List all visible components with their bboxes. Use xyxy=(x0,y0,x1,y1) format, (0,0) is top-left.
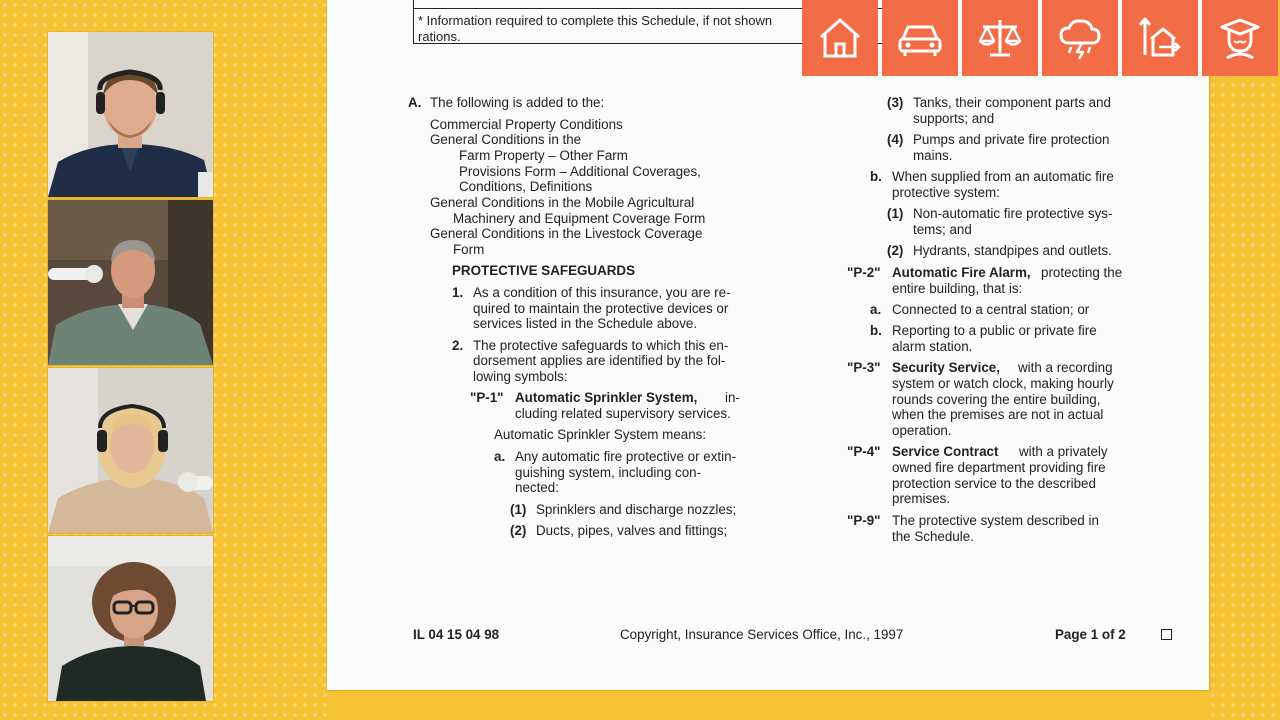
nav-auto-button[interactable] xyxy=(882,0,958,76)
category-nav xyxy=(802,0,1278,76)
doc-line: Form xyxy=(453,242,485,257)
symbol-p4: "P-4" xyxy=(847,444,881,459)
doc-line: mains. xyxy=(913,148,953,163)
doc-line: General Conditions in the Mobile Agricultural xyxy=(430,195,695,210)
doc-line: Provisions Form – Additional Coverages, xyxy=(459,164,701,179)
doc-line: tems; and xyxy=(913,222,972,237)
doc-line: Commercial Property Conditions xyxy=(430,117,623,132)
doc-line: The protective safeguards to which this en- xyxy=(473,338,729,353)
item-letter: b. xyxy=(870,169,882,184)
participant-video-1 xyxy=(47,31,214,198)
doc-line: protecting the xyxy=(1041,265,1123,280)
document-page xyxy=(327,0,1209,690)
item-number: (4) xyxy=(887,132,904,147)
doc-line: services listed in the Schedule above. xyxy=(473,316,698,331)
doc-line: Pumps and private fire protection xyxy=(913,132,1110,147)
doc-line: with a recording xyxy=(1018,360,1113,375)
doc-line: General Conditions in the xyxy=(430,132,582,147)
doc-line: owned fire department providing fire xyxy=(892,460,1106,475)
doc-line: When supplied from an automatic fire xyxy=(892,169,1114,184)
end-of-form-marker xyxy=(1161,629,1172,640)
doc-line: entire building, that is: xyxy=(892,281,1023,296)
item-number: 1. xyxy=(452,285,464,300)
section-heading: PROTECTIVE SAFEGUARDS xyxy=(452,263,636,278)
nav-education-button[interactable] xyxy=(1202,0,1278,76)
doc-line: Connected to a central station; or xyxy=(892,302,1090,317)
doc-line: quired to maintain the protective devices or xyxy=(473,301,729,316)
car-icon xyxy=(895,15,945,61)
doc-line: protective system: xyxy=(892,185,1000,200)
participant-video-3 xyxy=(47,367,214,534)
doc-line: alarm station. xyxy=(892,339,973,354)
doc-line: Machinery and Equipment Coverage Form xyxy=(453,211,706,226)
dot-pattern-right xyxy=(1208,0,1280,720)
doc-line: As a condition of this insurance, you are re- xyxy=(473,285,731,300)
doc-line: supports; and xyxy=(913,111,995,126)
schedule-note-line-1: * Information required to complete this Schedule, if not shown xyxy=(418,13,773,28)
doc-line: rounds covering the entire building, xyxy=(892,392,1101,407)
scales-icon xyxy=(975,15,1025,61)
doc-line: The following is added to the: xyxy=(430,95,605,110)
doc-line: with a privately xyxy=(1019,444,1108,459)
house-icon xyxy=(815,15,865,61)
doc-line: Any automatic fire protective or extin- xyxy=(515,449,737,464)
doc-line: nected: xyxy=(515,480,559,495)
copyright-notice: Copyright, Insurance Services Office, Inc., 1997 xyxy=(620,627,904,642)
doc-line: Automatic Sprinkler System means: xyxy=(494,427,707,442)
doc-line: Hydrants, standpipes and outlets. xyxy=(913,243,1112,258)
doc-line: cluding related supervisory services. xyxy=(515,406,731,421)
item-number: (1) xyxy=(887,206,904,221)
doc-line: Ducts, pipes, valves and fittings; xyxy=(536,523,728,538)
doc-line: lowing symbols: xyxy=(473,369,568,384)
item-number: 2. xyxy=(452,338,464,353)
doc-line: Tanks, their component parts and xyxy=(913,95,1111,110)
doc-line: Reporting to a public or private fire xyxy=(892,323,1097,338)
doc-line: premises. xyxy=(892,491,951,506)
doc-line: guishing system, including con- xyxy=(515,465,702,480)
storm-cloud-icon xyxy=(1055,15,1105,61)
doc-line: when the premises are not in actual xyxy=(892,407,1104,422)
item-number: (1) xyxy=(510,502,527,517)
item-number: (2) xyxy=(510,523,527,538)
doc-line: Non-automatic fire protective sys- xyxy=(913,206,1113,221)
doc-line: the Schedule. xyxy=(892,529,974,544)
doc-line: Conditions, Definitions xyxy=(459,179,593,194)
nav-legal-button[interactable] xyxy=(962,0,1038,76)
doc-term: Security Service, xyxy=(892,360,1000,375)
item-number: (2) xyxy=(887,243,904,258)
graduate-icon xyxy=(1215,15,1265,61)
item-number: (3) xyxy=(887,95,904,110)
doc-line: The protective system described in xyxy=(892,513,1099,528)
page-number: Page 1 of 2 xyxy=(1055,627,1126,642)
doc-term: Service Contract xyxy=(892,444,999,459)
schedule-note-line-2: rations. xyxy=(418,29,461,44)
nav-property-button[interactable] xyxy=(1122,0,1198,76)
doc-line: system or watch clock, making hourly xyxy=(892,376,1114,391)
doc-line: General Conditions in the Livestock Coverage xyxy=(430,226,703,241)
participant-video-4 xyxy=(47,535,214,702)
symbol-p3: "P-3" xyxy=(847,360,881,375)
item-letter: a. xyxy=(870,302,882,317)
symbol-p1: "P-1" xyxy=(470,390,504,405)
doc-term: Automatic Fire Alarm, xyxy=(892,265,1031,280)
symbol-p2: "P-2" xyxy=(847,265,881,280)
doc-line: dorsement applies are identified by the fol- xyxy=(473,353,726,368)
doc-line: Farm Property – Other Farm xyxy=(459,148,628,163)
form-number: IL 04 15 04 98 xyxy=(413,627,500,642)
item-letter: a. xyxy=(494,449,506,464)
symbol-p9: "P-9" xyxy=(847,513,881,528)
item-letter: b. xyxy=(870,323,882,338)
nav-weather-button[interactable] xyxy=(1042,0,1118,76)
nav-home-button[interactable] xyxy=(802,0,878,76)
doc-line: operation. xyxy=(892,423,952,438)
doc-term: Automatic Sprinkler System, xyxy=(515,390,698,405)
doc-line: Sprinklers and discharge nozzles; xyxy=(536,502,737,517)
participant-video-2 xyxy=(47,199,214,366)
doc-line: in- xyxy=(725,390,740,405)
section-a-marker: A. xyxy=(408,95,422,110)
doc-line: protection service to the described xyxy=(892,476,1096,491)
house-arrow-icon xyxy=(1135,15,1185,61)
